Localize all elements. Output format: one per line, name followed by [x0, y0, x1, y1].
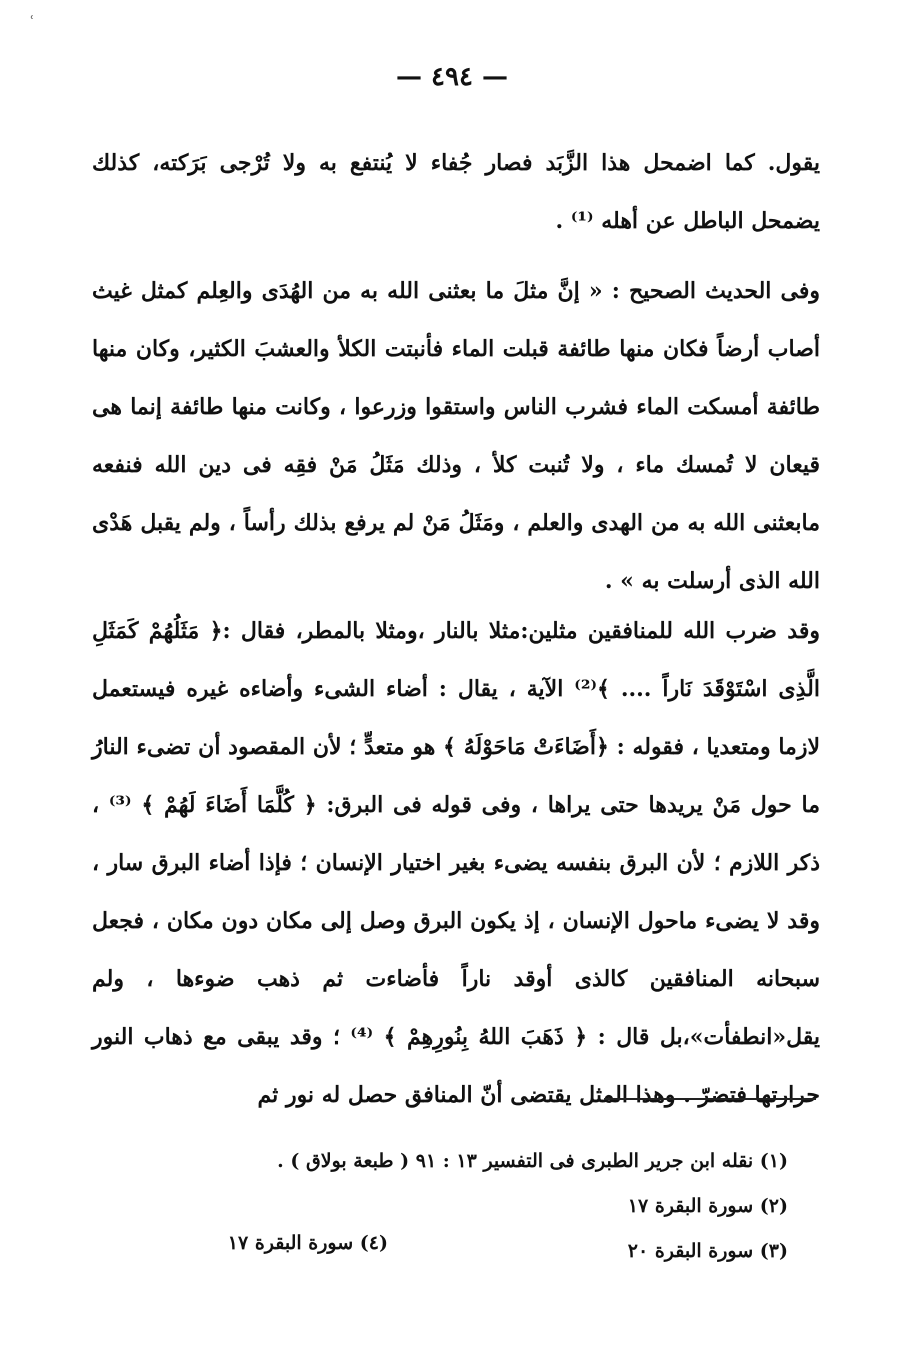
paragraph-text: وفى الحديث الصحيح : « إنَّ مثلَ ما بعثنى الله به من الهُدَى والعِلم كمثل غيث أصاب أرضاً فكان منها طائفة قبلت الماء فأنبتت الكلأ والعشبَ الكثير، وكان منها طائفة أمسكت الماء فشرب الناس واستقوا وزرعوا ، وكانت منها طائفة إنما هى قيعان لا تُمسك ماء ، ولا تُنبت كلأ ، وذلك مَثَلُ مَنْ فقِه فى دين الله فنفعه مابعثنى الله به من الهدى والعلم ، ومَثَلُ مَنْ لم يرفع بذلك رأساً ، ولم يقبل هَدْى الله الذى أرسلت به » .: [92, 278, 820, 594]
corner-mark: ʿ: [30, 14, 35, 30]
footnote-4: (٤) سورة البقرة ١٧: [227, 1232, 388, 1254]
page-number: — ٤٩٤ —: [395, 62, 509, 92]
footnote-divider: [604, 1098, 816, 1100]
paragraph-text: يقول. كما اضمحل هذا الزَّبَد فصار جُفاء لا يُنتفع به ولا تُرْجى بَرَكته، كذلك يضمحل الباطل عن أهله ⁽¹⁾ .: [92, 150, 820, 234]
paragraph-2: [92, 262, 820, 610]
footnote-3: (٣) سورة البقرة ٢٠: [627, 1240, 788, 1262]
paragraph-3: [92, 602, 820, 1124]
paragraph-1: [92, 134, 820, 250]
footnote-1: (١) نقله ابن جرير الطبرى فى التفسير ١٣ : ٩١ ( طبعة بولاق ) .: [277, 1150, 788, 1172]
footnote-2: (٢) سورة البقرة ١٧: [627, 1195, 788, 1217]
paragraph-text: وقد ضرب الله للمنافقين مثلين:مثلا بالنار ،ومثلا بالمطر، فقال :﴿ مَثَلُهُمْ كَمَثَلِ الَّذِى اسْتَوْقَدَ نَاراً .... ﴾⁽²⁾ الآية ، يقال : أضاء الشىء وأضاءه غيره فيستعمل لازما ومتعديا ، فقوله : ﴿أَضَاءَتْ مَاحَوْلَهُ ﴾ هو متعدٍّ ؛ لأن المقصود أن تضىء النارُ ما حول مَنْ يريدها حتى يراها ، وفى قوله فى البرق: ﴿ كُلَّمَا أَضَاءَ لَهُمْ ﴾ ⁽³⁾ ، ذكر اللازم ؛ لأن البرق بنفسه يضىء بغير اختيار الإنسان ؛ فإذا أضاء البرق سار ، وقد لا يضىء ماحول الإنسان ، إذ يكون البرق وصل إلى مكان دون مكان ، فجعل سبحانه المنافقين كالذى أوقد ناراً فأضاءت ثم ذهب ضوءها ، ولم يقل«انطفأت»،بل قال : ﴿ ذَهَبَ اللهُ بِنُورِهِمْ ﴾ ⁽⁴⁾ ؛ وقد يبقى مع ذهاب النور حرارتها فتضرّ . وهذا المثل يقتضى أنّ المنافق حصل له نور ثم: [92, 618, 820, 1108]
